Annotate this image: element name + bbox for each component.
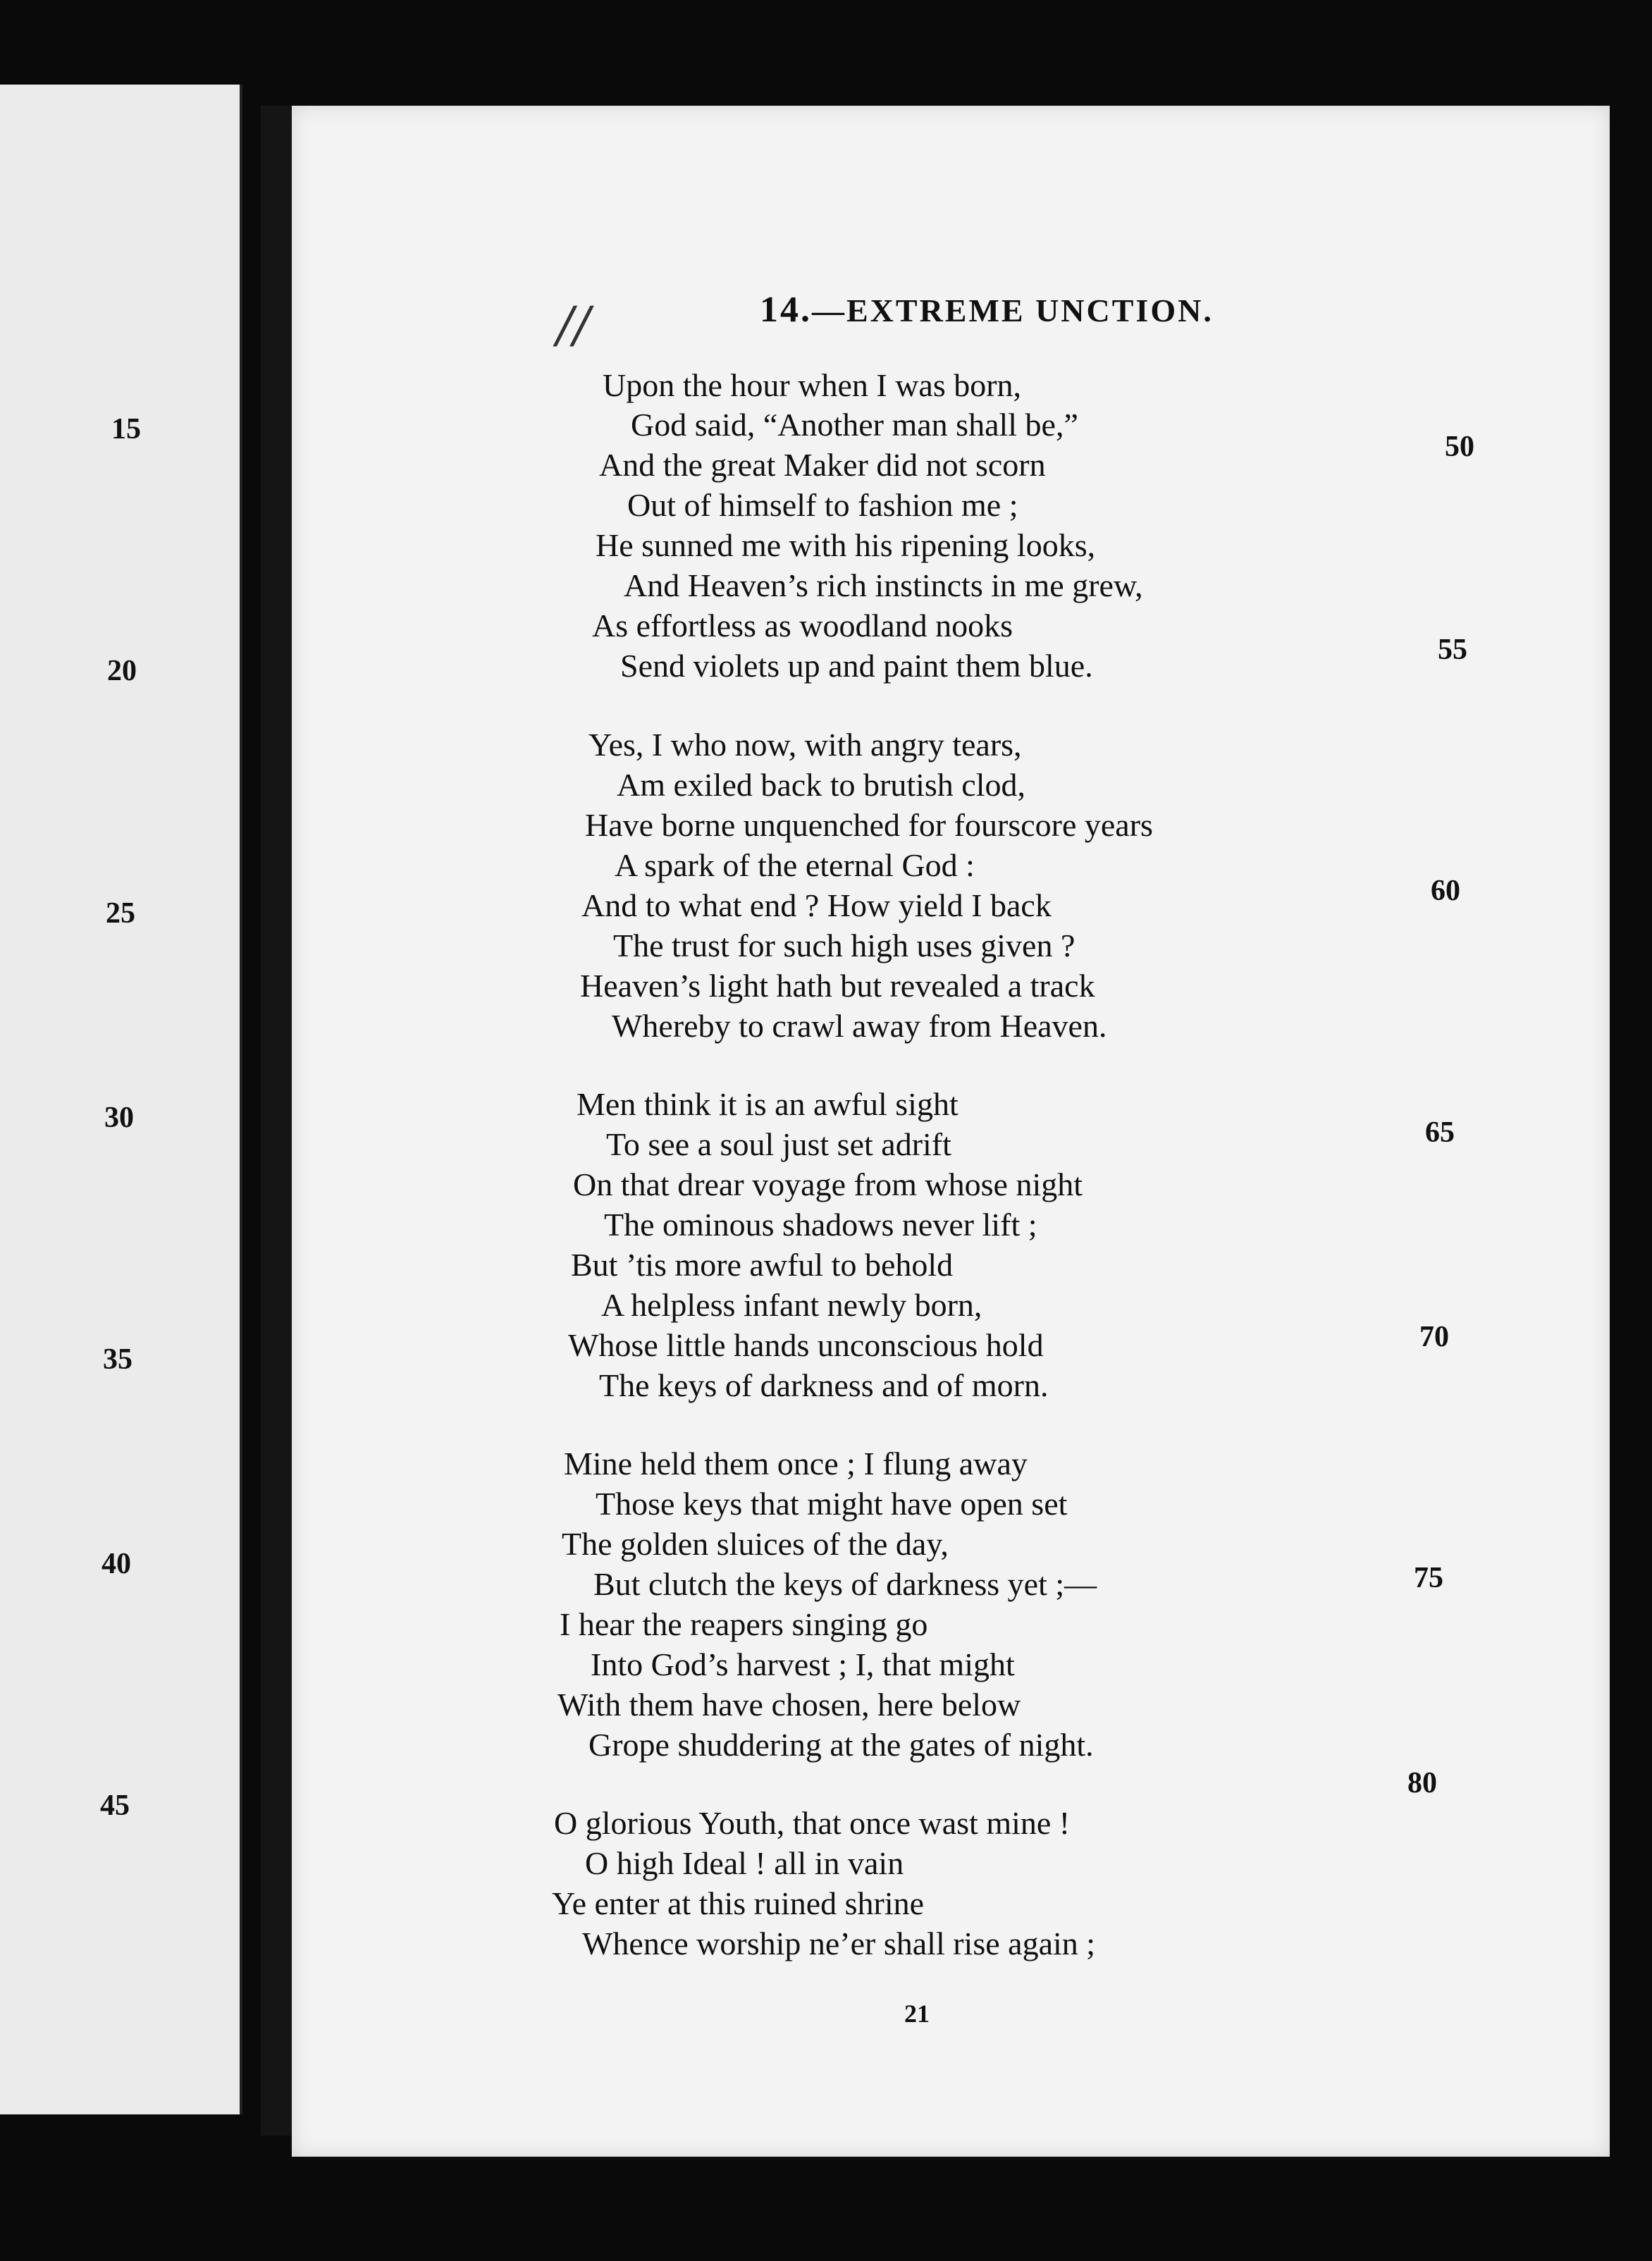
poem-line: Men think it is an awful sight: [577, 1086, 958, 1122]
poem-line: Whence worship ne’er shall rise again ;: [582, 1926, 1096, 1961]
poem-line: Into God’s harvest ; I, that might: [591, 1646, 1015, 1682]
poem-line: I hear the reapers singing go: [560, 1606, 928, 1642]
poem-line: The golden sluices of the day,: [562, 1526, 949, 1562]
poem-line: To see a soul just set adrift: [606, 1126, 951, 1162]
poem-line: Ye enter at this ruined shrine: [552, 1885, 925, 1921]
left-line-number: 25: [106, 897, 135, 930]
right-line-number: 60: [1431, 875, 1460, 907]
right-line-number: 80: [1407, 1767, 1437, 1799]
poem-line: A spark of the eternal God :: [615, 847, 975, 883]
book-gutter: [261, 106, 292, 2136]
poem-line: Those keys that might have open set: [596, 1486, 1068, 1522]
poem-line: And to what end ? How yield I back: [581, 887, 1052, 923]
poem-line: Mine held them once ; I flung away: [564, 1446, 1028, 1481]
poem-line: Whereby to crawl away from Heaven.: [612, 1008, 1107, 1044]
right-line-number: 65: [1425, 1116, 1455, 1149]
poem-line: With them have chosen, here below: [557, 1687, 1021, 1723]
left-line-number: 15: [111, 413, 141, 445]
poem-line: Have borne unquenched for fourscore years: [585, 807, 1153, 843]
poem-line: Upon the hour when I was born,: [603, 367, 1022, 403]
left-line-number: 35: [103, 1343, 132, 1376]
poem-line: But clutch the keys of darkness yet ;—: [593, 1566, 1097, 1602]
pencil-margin-mark: //: [557, 296, 591, 354]
left-line-number: 40: [101, 1548, 131, 1580]
poem-line: And the great Maker did not scorn: [599, 447, 1046, 483]
poem-line: Am exiled back to brutish clod,: [617, 767, 1025, 803]
right-line-number: 75: [1414, 1562, 1443, 1594]
poem-number: 14.: [760, 290, 812, 330]
left-line-number: 30: [104, 1102, 134, 1134]
poem-title-text: —EXTREME UNCTION.: [812, 292, 1214, 328]
right-line-number: 55: [1438, 634, 1467, 666]
poem-line: But ’tis more awful to behold: [571, 1247, 954, 1283]
left-line-number: 45: [100, 1789, 130, 1822]
poem-line: God said, “Another man shall be,”: [631, 407, 1078, 443]
poem-line: Yes, I who now, with angry tears,: [588, 727, 1022, 763]
left-line-number: 20: [107, 655, 137, 687]
right-line-number: 70: [1419, 1321, 1449, 1353]
poem-line: The ominous shadows never lift ;: [604, 1207, 1037, 1243]
poem-line: Heaven’s light hath but revealed a track: [580, 968, 1095, 1004]
poem-line: The keys of darkness and of morn.: [599, 1367, 1049, 1403]
poem-line: As effortless as woodland nooks: [592, 608, 1013, 643]
poem-line: Grope shuddering at the gates of night.: [588, 1727, 1094, 1763]
poem-line: The trust for such high uses given ?: [613, 928, 1075, 963]
poem-line: O high Ideal ! all in vain: [585, 1845, 904, 1881]
page-number: 21: [904, 2000, 930, 2028]
poem-title: [760, 289, 1214, 331]
poem-line: A helpless infant newly born,: [601, 1287, 982, 1323]
poem-line: O glorious Youth, that once wast mine !: [554, 1805, 1071, 1841]
poem-line: And Heaven’s rich instincts in me grew,: [624, 567, 1143, 603]
poem-line: Send violets up and paint them blue.: [620, 648, 1093, 684]
poem-line: On that drear voyage from whose night: [573, 1166, 1083, 1202]
poem-line: Out of himself to fashion me ;: [627, 487, 1018, 523]
poem-line: He sunned me with his ripening looks,: [596, 527, 1096, 563]
poem-line: Whose little hands unconscious hold: [568, 1327, 1044, 1363]
right-line-number: 50: [1445, 431, 1474, 463]
